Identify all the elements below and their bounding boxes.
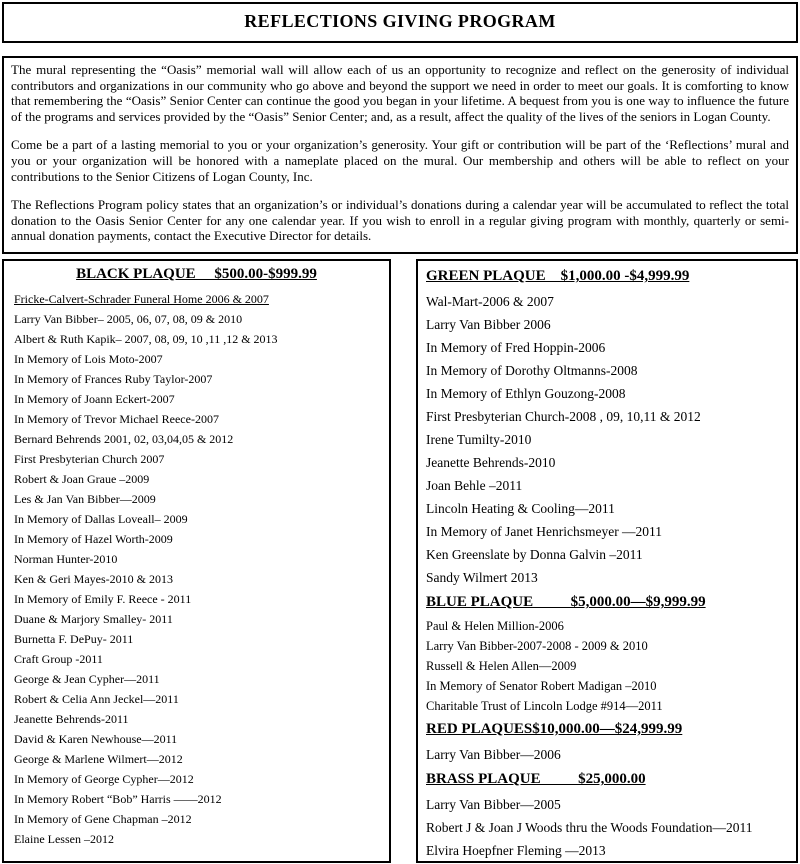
plaque-entry: George & Marlene Wilmert—2012 (14, 751, 183, 766)
plaque-entry: Robert J & Joan J Woods thru the Woods Foundation—2011 (426, 819, 753, 835)
plaque-entry: In Memory of Frances Ruby Taylor-2007 (14, 371, 213, 386)
plaque-entry: Larry Van Bibber—2006 (426, 746, 561, 762)
plaque-entry: In Memory of Joann Eckert-2007 (14, 391, 175, 406)
blue-plaque-list (426, 616, 788, 716)
plaque-entry: In Memory of Fred Hoppin-2006 (426, 339, 606, 355)
plaque-entry: Larry Van Bibber– 2005, 06, 07, 08, 09 & 2010 (14, 311, 243, 326)
plaque-entry: In Memory of Dorothy Oltmanns-2008 (426, 362, 638, 378)
brass-plaque-heading: BRASS PLAQUE $25,000.00 (426, 770, 646, 787)
plaque-entry: Duane & Marjory Smalley- 2011 (14, 611, 173, 626)
black-plaque-heading: BLACK PLAQUE $500.00-$999.99 (76, 265, 317, 282)
plaque-entry: Russell & Helen Allen—2009 (426, 658, 577, 673)
plaque-entry: In Memory of Hazel Worth-2009 (14, 531, 173, 546)
plaque-entry: Craft Group -2011 (14, 651, 103, 666)
red-plaque-heading: RED PLAQUES$10,000.00—$24,999.99 (426, 720, 683, 737)
plaque-entry: Wal-Mart-2006 & 2007 (426, 293, 554, 309)
plaque-entry: Joan Behle –2011 (426, 477, 523, 493)
plaque-entry: In Memory of Emily F. Reece - 2011 (14, 591, 192, 606)
intro-paragraph-2: Come be a part of a lasting memorial to you or your organization’s generosity. Your gift or contribution will be part of the ‘Reflections’ mural and you or your organization will be honored with a nameplate placed on the mural. Our membership and others will be able to reflect on your contributions to the Senior Citizens of Logan County, Inc. (11, 137, 789, 184)
plaque-entry: In Memory of George Cypher—2012 (14, 771, 194, 786)
intro-paragraph-1: The mural representing the “Oasis” memorial wall will allow each of us an opportunity to recognize and reflect on the generosity of individual contributors and organizations in our community who go above and beyond the support we need in order to meet our goals. It is comforting to know that remembering the “Oasis” Senior Center can continue the good you began in your lifetime. A bequest from you is one way to influence the future of the programs and services provided by the “Oasis” Senior Center; and, as a result, affect the quality of the lives of the seniors in Logan County. (11, 62, 789, 124)
plaque-entry: First Presbyterian Church 2007 (14, 451, 165, 466)
plaque-entry: In Memory of Lois Moto-2007 (14, 351, 163, 366)
plaque-entry: Robert & Joan Graue –2009 (14, 471, 150, 486)
plaque-entry: Fricke-Calvert-Schrader Funeral Home 2006 & 2007 (14, 291, 269, 306)
plaque-entry: Les & Jan Van Bibber—2009 (14, 491, 156, 506)
black-plaque-section (2, 259, 391, 863)
plaque-entry: Burnetta F. DePuy- 2011 (14, 631, 134, 646)
black-plaque-list (14, 289, 379, 849)
plaque-entry: In Memory of Janet Henrichsmeyer —2011 (426, 523, 663, 539)
plaque-entry: George & Jean Cypher—2011 (14, 671, 160, 686)
plaque-columns (2, 259, 798, 863)
green-plaque-heading: GREEN PLAQUE $1,000.00 -$4,999.99 (426, 267, 690, 284)
plaque-entry: Albert & Ruth Kapik– 2007, 08, 09, 10 ,11 ,12 & 2013 (14, 331, 278, 346)
brass-plaque-list (426, 793, 788, 862)
plaque-entry: Larry Van Bibber 2006 (426, 316, 551, 332)
plaque-entry: In Memory of Senator Robert Madigan –2010 (426, 678, 657, 693)
red-plaque-list (426, 743, 788, 766)
right-plaque-column (416, 259, 798, 863)
plaque-entry: Paul & Helen Million-2006 (426, 618, 564, 633)
plaque-entry: Norman Hunter-2010 (14, 551, 118, 566)
plaque-entry: Elaine Lessen –2012 (14, 831, 114, 846)
plaque-entry: Jeanette Behrends-2011 (14, 711, 129, 726)
plaque-entry: Elvira Hoepfner Fleming —2013 (426, 842, 606, 858)
plaque-entry: In Memory Robert “Bob” Harris ——2012 (14, 791, 222, 806)
page-title: REFLECTIONS GIVING PROGRAM (244, 11, 556, 31)
plaque-entry: Sandy Wilmert 2013 (426, 569, 538, 585)
plaque-entry: Irene Tumilty-2010 (426, 431, 532, 447)
blue-plaque-heading: BLUE PLAQUE $5,000.00—$9,999.99 (426, 593, 706, 610)
plaque-entry: Ken Greenslate by Donna Galvin –2011 (426, 546, 643, 562)
plaque-entry: Lincoln Heating & Cooling—2011 (426, 500, 615, 516)
plaque-entry: First Presbyterian Church-2008 , 09, 10,11 & 2012 (426, 408, 701, 424)
plaque-entry: Jeanette Behrends-2010 (426, 454, 556, 470)
plaque-entry: In Memory of Gene Chapman –2012 (14, 811, 192, 826)
plaque-entry: In Memory of Trevor Michael Reece-2007 (14, 411, 219, 426)
plaque-entry: In Memory of Dallas Loveall– 2009 (14, 511, 188, 526)
plaque-entry: Bernard Behrends 2001, 02, 03,04,05 & 2012 (14, 431, 234, 446)
plaque-entry: Larry Van Bibber-2007-2008 - 2009 & 2010 (426, 638, 648, 653)
title-box (2, 2, 798, 43)
plaque-entry: In Memory of Ethlyn Gouzong-2008 (426, 385, 626, 401)
intro-paragraph-3: The Reflections Program policy states that an organization’s or individual’s donations during a calendar year will be accumulated to reflect the total donation to the Oasis Senior Center for any one calendar year. If you wish to enroll in a regular giving program with monthly, quarterly or semi-annual donation payments, contact the Executive Director for details. (11, 197, 789, 244)
plaque-entry: Larry Van Bibber—2005 (426, 796, 561, 812)
plaque-entry: Ken & Geri Mayes-2010 & 2013 (14, 571, 173, 586)
intro-box (2, 56, 798, 254)
green-plaque-list (426, 290, 788, 589)
plaque-entry: Robert & Celia Ann Jeckel—2011 (14, 691, 179, 706)
plaque-entry: David & Karen Newhouse—2011 (14, 731, 178, 746)
plaque-entry: Charitable Trust of Lincoln Lodge #914—2011 (426, 698, 663, 713)
